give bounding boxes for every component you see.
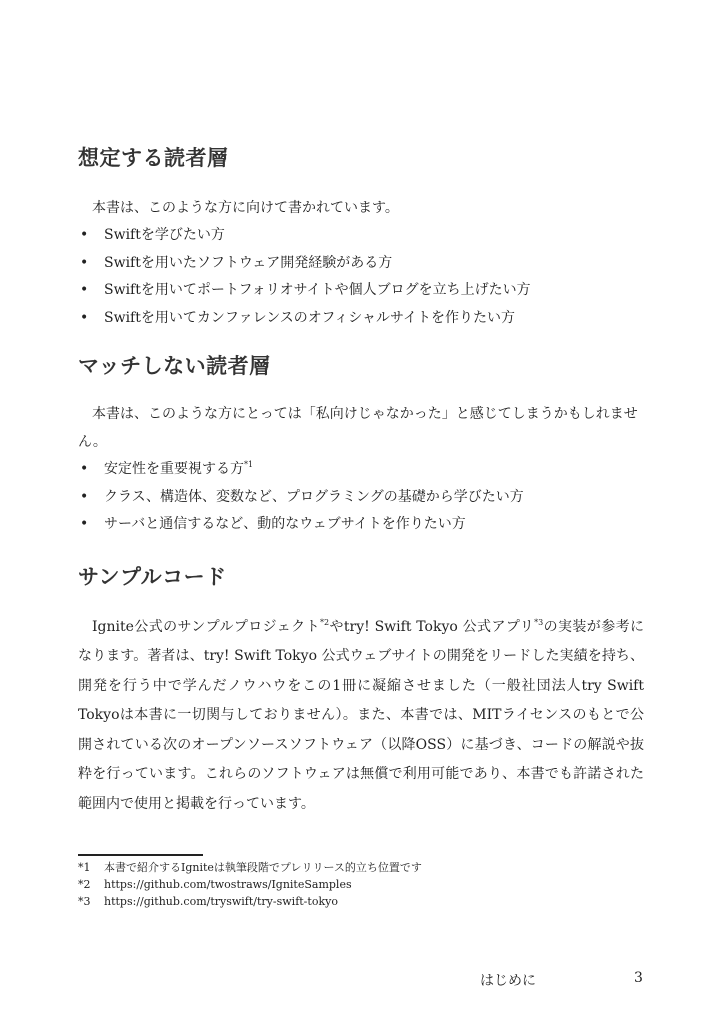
section-heading-non-target-readers: マッチしない読者層: [78, 354, 271, 378]
footnote-mark: *3: [78, 895, 91, 908]
page-number: 3: [634, 970, 643, 986]
paragraph-text: Ignite公式のサンプルプロジェクト: [92, 618, 320, 635]
section-intro: 本書は、このような方に向けて書かれています。: [92, 200, 399, 216]
footnote-ref: *1: [244, 460, 254, 469]
footnote-divider: [78, 854, 203, 856]
paragraph-text: やtry! Swift Tokyo 公式アプリ: [329, 618, 535, 635]
footnote: [78, 893, 644, 910]
list-item: • Swiftを学びたい方: [78, 222, 644, 250]
paragraph-text: の実装が参考になります。著者は、try! Swift Tokyo 公式ウェブサイトの開発をリードした実績を持ち、開発を行う中で学んだノウハウをこの1冊に凝縮させました（一般社団法人try Swift Tokyoは本書に一切関与しておりません）。また、本書では、MITライセンスのもとで公開されている次のオープンソースソフトウェア（以降OSS）に基づき、コードの解説や抜粋を行っています。これらのソフトウェアは無償で利用可能であり、本書でも許諾された範囲内で使用と掲載を行っています。: [78, 618, 645, 812]
footnote: [78, 876, 644, 893]
list-item: • クラス、構造体、変数など、プログラミングの基礎から学びたい方: [78, 484, 644, 512]
footnote-link: https://github.com/twostraws/IgniteSamples: [104, 878, 352, 891]
list-item: • Swiftを用いたソフトウェア開発経験がある方: [78, 250, 644, 278]
footnote-ref: *2: [319, 617, 330, 627]
page-content: [78, 142, 644, 819]
footnote-mark: *2: [78, 878, 91, 891]
footnote-ref: *3: [534, 617, 544, 627]
section-heading-sample-code: サンプルコード: [78, 564, 227, 589]
list-item: • Swiftを用いてカンファレンスのオフィシャルサイトを作りたい方: [78, 305, 644, 333]
list-item-text: 安定性を重要視する方: [104, 461, 244, 477]
footnote-link: https://github.com/tryswift/try-swift-tokyo: [104, 895, 338, 908]
section-intro: 本書は、このような方にとっては「私向けじゃなかった」と感じてしまうかもしれません。: [78, 406, 638, 450]
bullet-list: [78, 222, 644, 332]
footnote-mark: *1: [78, 861, 91, 874]
footnote: [78, 859, 644, 876]
running-title: はじめに: [480, 973, 536, 989]
section-heading-target-readers: 想定する読者層: [78, 146, 229, 170]
body-paragraph: [78, 613, 644, 820]
list-item: [78, 456, 644, 484]
footnote-text: 本書で紹介するIgniteは執筆段階でプレリリース的立ち位置です: [104, 861, 422, 874]
list-item: • サーバと通信するなど、動的なウェブサイトを作りたい方: [78, 511, 644, 539]
footnotes: [78, 854, 644, 910]
page-footer: [0, 970, 722, 994]
list-item: • Swiftを用いてポートフォリオサイトや個人ブログを立ち上げたい方: [78, 277, 644, 305]
bullet-list: [78, 456, 644, 539]
